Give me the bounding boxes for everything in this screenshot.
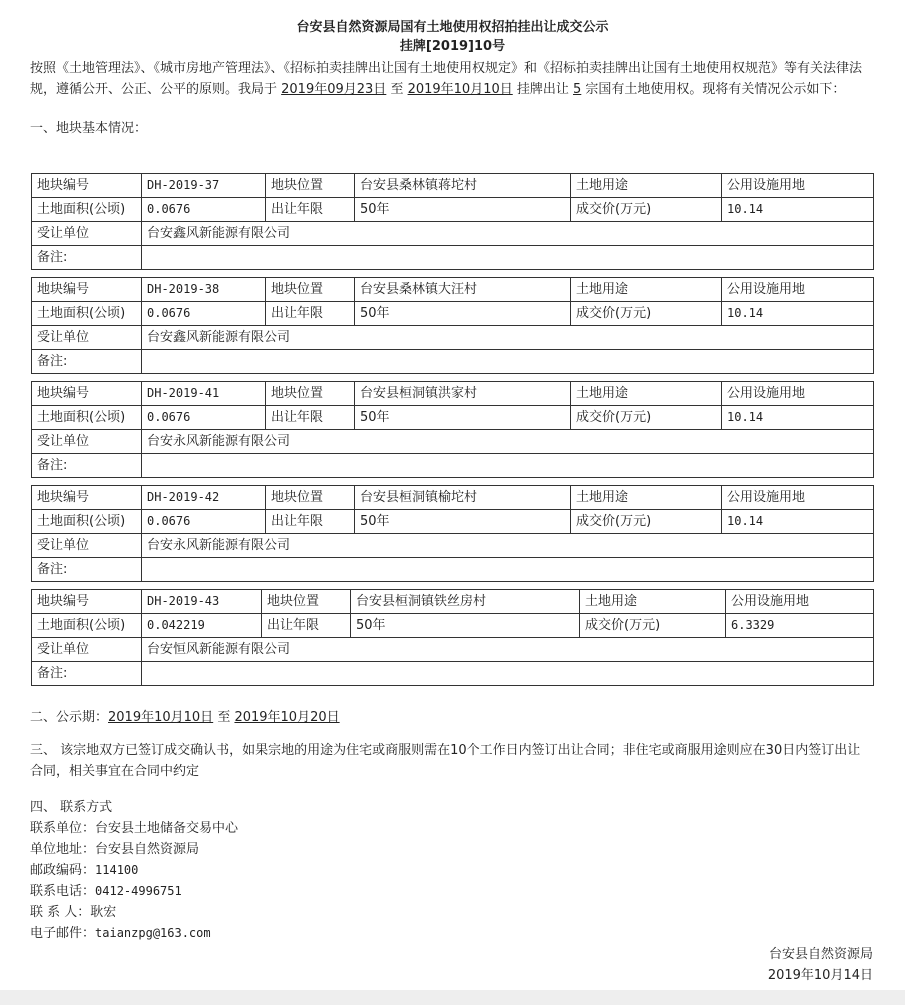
- price-label: 成交价(万元): [571, 198, 722, 222]
- use-label: 土地用途: [571, 382, 722, 406]
- location-label: 地块位置: [266, 382, 355, 406]
- use-value: 公用设施用地: [722, 382, 874, 406]
- price-label: 成交价(万元): [571, 302, 722, 326]
- contact-person-label: 联 系 人：: [30, 905, 91, 920]
- lot-row-remark: [32, 350, 874, 374]
- lot-table: [31, 589, 874, 686]
- lot-table: [31, 277, 874, 374]
- lot-table: [31, 173, 874, 270]
- term-value: 50年: [355, 406, 571, 430]
- contact-person-value: 耿宏: [90, 905, 117, 920]
- lot-row-assignee: [32, 430, 874, 454]
- location-value: 台安县桑林镇蒋坨村: [355, 174, 571, 198]
- assignee-value: 台安恒风新能源有限公司: [142, 638, 874, 662]
- intro-text-3: 宗国有土地使用权。现将有关情况公示如下：: [581, 82, 846, 97]
- publicity-start-date: 2019年10月10日: [108, 710, 214, 725]
- lot-row-header: [32, 278, 874, 302]
- contact-phone-value: 0412-4996751: [95, 884, 182, 898]
- contact-email-link[interactable]: taianzpg@163.com: [95, 926, 211, 940]
- price-value: 10.14: [722, 510, 874, 534]
- area-label: 土地面积(公顷): [32, 198, 142, 222]
- assignee-value: 台安永风新能源有限公司: [142, 430, 874, 454]
- page-subtitle: 挂牌[2019]10号: [399, 39, 506, 54]
- location-label: 地块位置: [262, 590, 351, 614]
- remark-label: 备注:: [32, 662, 142, 686]
- lot-row-area: [32, 614, 874, 638]
- contact-person: [30, 902, 875, 923]
- contact-phone-label: 联系电话：: [30, 884, 96, 899]
- contact-address-label: 单位地址：: [30, 842, 96, 857]
- publicity-end-date: 2019年10月20日: [234, 710, 340, 725]
- contact-zip-value: 114100: [95, 863, 139, 877]
- use-value: 公用设施用地: [726, 590, 874, 614]
- price-label: 成交价(万元): [580, 614, 726, 638]
- section-4-title: 四、 联系方式: [30, 800, 113, 815]
- signature-date: 2019年10月14日: [767, 968, 873, 983]
- intro-text: 按照《土地管理法》、《城市房地产管理法》、《招标拍卖挂牌出让国有土地使用权规定》和《招标拍卖挂牌出让国有土地使用权规范》等有关法律法规，遵循公开、公正、公平的原则。我局于: [30, 61, 863, 97]
- price-label: 成交价(万元): [571, 406, 722, 430]
- lot-row-remark: [32, 454, 874, 478]
- price-value: 10.14: [722, 302, 874, 326]
- section-1-title: 一、地块基本情况：: [30, 121, 148, 136]
- term-label: 出让年限: [262, 614, 351, 638]
- lot-no-value: DH-2019-43: [142, 590, 262, 614]
- contact-unit: [30, 818, 875, 839]
- lot-row-header: [32, 174, 874, 198]
- contact-unit-label: 联系单位：: [30, 821, 96, 836]
- use-value: 公用设施用地: [722, 174, 874, 198]
- section-2-label: 二、公示期：: [30, 710, 109, 725]
- contact-zip: [30, 860, 875, 881]
- location-label: 地块位置: [266, 278, 355, 302]
- lot-no-value: DH-2019-37: [142, 174, 266, 198]
- assignee-value: 台安鑫风新能源有限公司: [142, 326, 874, 350]
- intro-text-2: 挂牌出让: [512, 82, 574, 97]
- lot-no-label: 地块编号: [32, 486, 142, 510]
- location-value: 台安县桓洞镇铁丝房村: [351, 590, 580, 614]
- term-label: 出让年限: [266, 198, 355, 222]
- assignee-label: 受让单位: [32, 534, 142, 558]
- lot-row-area: [32, 198, 874, 222]
- signature-org: 台安县自然资源局: [768, 947, 873, 962]
- section-4: [30, 797, 875, 944]
- remark-value: [142, 662, 874, 686]
- location-label: 地块位置: [266, 174, 355, 198]
- area-label: 土地面积(公顷): [32, 510, 142, 534]
- intro-paragraph: [30, 58, 875, 100]
- term-value: 50年: [355, 302, 571, 326]
- remark-label: 备注:: [32, 350, 142, 374]
- lot-row-header: [32, 590, 874, 614]
- price-value: 6.3329: [726, 614, 874, 638]
- price-value: 10.14: [722, 198, 874, 222]
- lot-row-remark: [32, 246, 874, 270]
- lot-no-value: DH-2019-42: [142, 486, 266, 510]
- remark-value: [142, 246, 874, 270]
- use-label: 土地用途: [571, 486, 722, 510]
- area-label: 土地面积(公顷): [32, 406, 142, 430]
- remark-label: 备注:: [32, 558, 142, 582]
- use-label: 土地用途: [571, 174, 722, 198]
- lot-row-header: [32, 486, 874, 510]
- intro-to: 至: [386, 82, 408, 97]
- lot-row-area: [32, 302, 874, 326]
- signature: [768, 944, 873, 986]
- area-value: 0.0676: [142, 302, 266, 326]
- use-label: 土地用途: [580, 590, 726, 614]
- lot-table: [31, 381, 874, 478]
- lot-row-assignee: [32, 326, 874, 350]
- contact-email: [30, 923, 875, 944]
- lot-no-label: 地块编号: [32, 174, 142, 198]
- area-value: 0.0676: [142, 510, 266, 534]
- contact-zip-label: 邮政编码：: [30, 863, 96, 878]
- lot-row-assignee: [32, 534, 874, 558]
- area-value: 0.042219: [142, 614, 262, 638]
- price-label: 成交价(万元): [571, 510, 722, 534]
- section-3: 三、 该宗地双方已签订成交确认书，如果宗地的用途为住宅或商服则需在10个工作日内签订出让合同；非住宅或商服用途则应在30日内签订出让合同，相关事宜在合同中约定: [30, 743, 861, 779]
- remark-label: 备注:: [32, 246, 142, 270]
- lot-no-label: 地块编号: [32, 278, 142, 302]
- remark-value: [142, 350, 874, 374]
- term-label: 出让年限: [266, 302, 355, 326]
- area-value: 0.0676: [142, 198, 266, 222]
- intro-start-date: 2019年09月23日: [281, 82, 387, 97]
- page-title: 台安县自然资源局国有土地使用权招拍挂出让成交公示: [296, 20, 609, 35]
- remark-value: [142, 454, 874, 478]
- use-label: 土地用途: [571, 278, 722, 302]
- lot-row-assignee: [32, 638, 874, 662]
- lot-row-area: [32, 406, 874, 430]
- location-label: 地块位置: [266, 486, 355, 510]
- lot-row-assignee: [32, 222, 874, 246]
- assignee-value: 台安鑫风新能源有限公司: [142, 222, 874, 246]
- term-value: 50年: [355, 198, 571, 222]
- location-value: 台安县桓洞镇榆坨村: [355, 486, 571, 510]
- contact-address: [30, 839, 875, 860]
- assignee-label: 受让单位: [32, 222, 142, 246]
- location-value: 台安县桓洞镇洪家村: [355, 382, 571, 406]
- assignee-label: 受让单位: [32, 638, 142, 662]
- lot-no-value: DH-2019-38: [142, 278, 266, 302]
- term-value: 50年: [351, 614, 580, 638]
- price-value: 10.14: [722, 406, 874, 430]
- lot-row-header: [32, 382, 874, 406]
- contact-address-value: 台安县自然资源局: [95, 842, 200, 857]
- lot-row-remark: [32, 558, 874, 582]
- term-label: 出让年限: [266, 406, 355, 430]
- location-value: 台安县桑林镇大汪村: [355, 278, 571, 302]
- lot-table: [31, 485, 874, 582]
- lot-no-value: DH-2019-41: [142, 382, 266, 406]
- bottom-bar: [0, 990, 905, 1005]
- lot-row-area: [32, 510, 874, 534]
- area-label: 土地面积(公顷): [32, 614, 142, 638]
- term-label: 出让年限: [266, 510, 355, 534]
- contact-phone: [30, 881, 875, 902]
- use-value: 公用设施用地: [722, 486, 874, 510]
- intro-end-date: 2019年10月10日: [407, 82, 513, 97]
- area-label: 土地面积(公顷): [32, 302, 142, 326]
- section-2: [30, 707, 875, 728]
- lot-no-label: 地块编号: [32, 382, 142, 406]
- lot-row-remark: [32, 662, 874, 686]
- publicity-to: 至: [213, 710, 235, 725]
- lot-no-label: 地块编号: [32, 590, 142, 614]
- remark-value: [142, 558, 874, 582]
- assignee-label: 受让单位: [32, 430, 142, 454]
- area-value: 0.0676: [142, 406, 266, 430]
- term-value: 50年: [355, 510, 571, 534]
- contact-email-label: 电子邮件：: [30, 926, 96, 941]
- intro-count: 5: [573, 82, 582, 97]
- assignee-label: 受让单位: [32, 326, 142, 350]
- assignee-value: 台安永风新能源有限公司: [142, 534, 874, 558]
- use-value: 公用设施用地: [722, 278, 874, 302]
- remark-label: 备注:: [32, 454, 142, 478]
- contact-unit-value: 台安县土地储备交易中心: [95, 821, 239, 836]
